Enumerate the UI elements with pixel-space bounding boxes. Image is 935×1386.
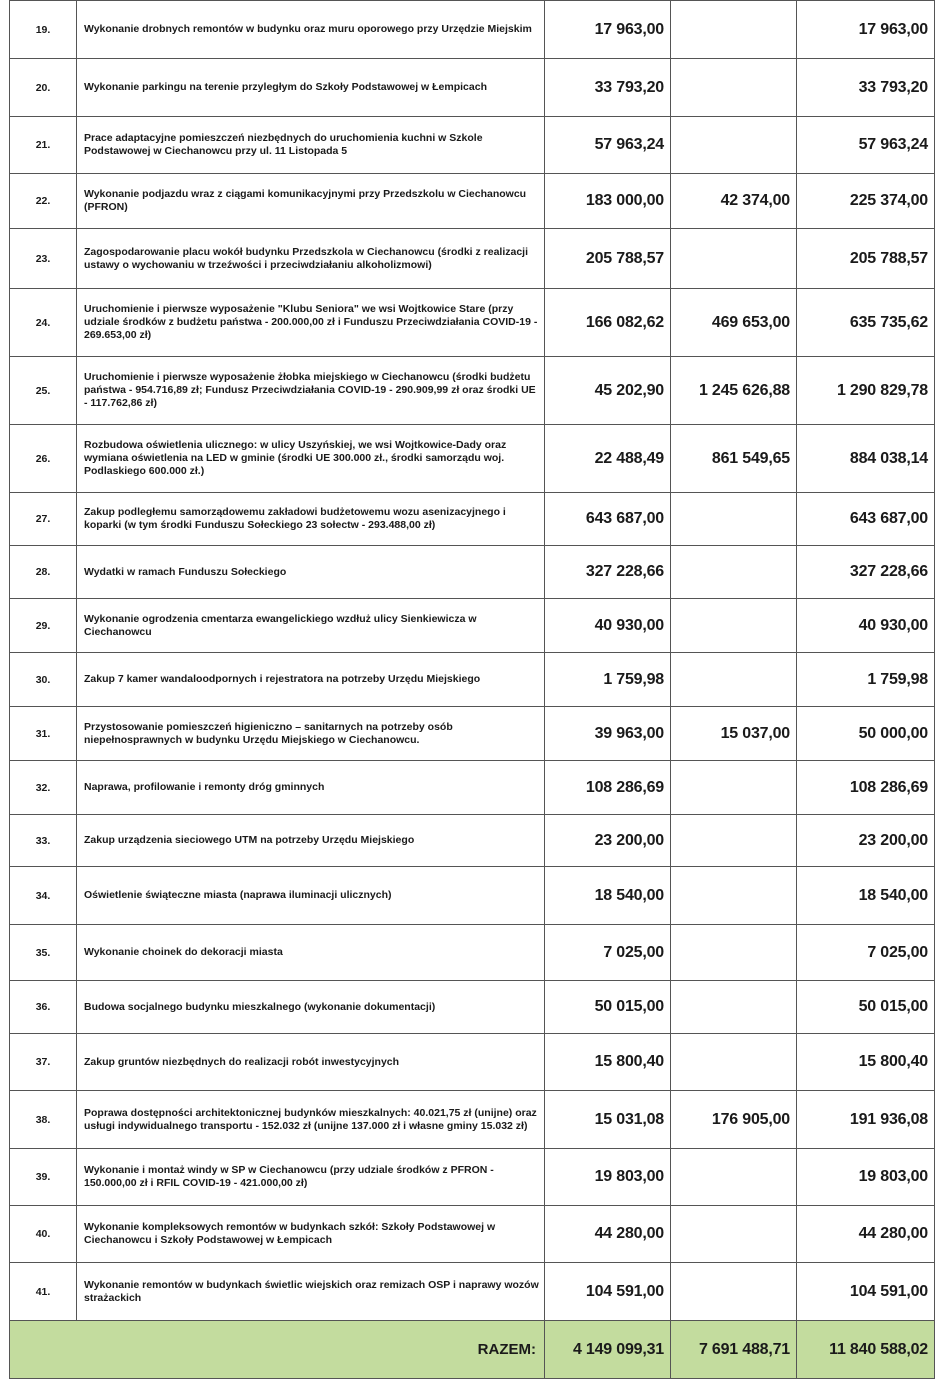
row-amount-own: 643 687,00 — [545, 493, 671, 546]
table-row — [10, 174, 935, 229]
row-amount-own: 57 963,24 — [545, 117, 671, 174]
table-row — [10, 493, 935, 546]
table-row — [10, 1206, 935, 1263]
row-description: Wydatki w ramach Funduszu Sołeckiego — [77, 546, 545, 599]
row-amount-own: 15 800,40 — [545, 1034, 671, 1091]
row-amount-total: 635 735,62 — [797, 289, 935, 357]
row-amount-total: 44 280,00 — [797, 1206, 935, 1263]
row-description: Wykonanie parkingu na terenie przyległym do Szkoły Podstawowej w Łempicach — [77, 59, 545, 117]
row-amount-own: 44 280,00 — [545, 1206, 671, 1263]
row-amount-external — [671, 1263, 797, 1321]
row-amount-total: 225 374,00 — [797, 174, 935, 229]
row-amount-own: 39 963,00 — [545, 707, 671, 761]
row-amount-external: 176 905,00 — [671, 1091, 797, 1149]
row-amount-external — [671, 815, 797, 867]
row-description: Wykonanie remontów w budynkach świetlic wiejskich oraz remizach OSP i naprawy wozów strażackich — [77, 1263, 545, 1321]
row-amount-total: 50 015,00 — [797, 981, 935, 1034]
row-number: 38. — [10, 1091, 77, 1149]
row-amount-total: 57 963,24 — [797, 117, 935, 174]
row-amount-own: 40 930,00 — [545, 599, 671, 653]
row-amount-total: 327 228,66 — [797, 546, 935, 599]
row-amount-external — [671, 599, 797, 653]
row-amount-total: 40 930,00 — [797, 599, 935, 653]
row-number: 23. — [10, 229, 77, 289]
row-amount-own: 23 200,00 — [545, 815, 671, 867]
row-amount-own: 327 228,66 — [545, 546, 671, 599]
row-number: 19. — [10, 1, 77, 59]
row-amount-own: 17 963,00 — [545, 1, 671, 59]
row-amount-own: 22 488,49 — [545, 425, 671, 493]
row-description: Wykonanie ogrodzenia cmentarza ewangelickiego wzdłuż ulicy Sienkiewicza w Ciechanowcu — [77, 599, 545, 653]
row-description: Zakup gruntów niezbędnych do realizacji robót inwestycyjnych — [77, 1034, 545, 1091]
row-amount-external — [671, 981, 797, 1034]
row-amount-total: 50 000,00 — [797, 707, 935, 761]
total-row — [10, 1321, 935, 1379]
table-row — [10, 546, 935, 599]
table-row — [10, 1149, 935, 1206]
row-number: 26. — [10, 425, 77, 493]
row-amount-external — [671, 117, 797, 174]
row-amount-own: 1 759,98 — [545, 653, 671, 707]
row-number: 25. — [10, 357, 77, 425]
row-number: 34. — [10, 867, 77, 925]
total-amount-external: 7 691 488,71 — [671, 1321, 797, 1379]
table-row — [10, 925, 935, 981]
total-label: RAZEM: — [10, 1321, 545, 1379]
table-row — [10, 59, 935, 117]
total-amount-own: 4 149 099,31 — [545, 1321, 671, 1379]
row-amount-total: 1 290 829,78 — [797, 357, 935, 425]
row-amount-external: 1 245 626,88 — [671, 357, 797, 425]
row-amount-external — [671, 867, 797, 925]
row-number: 21. — [10, 117, 77, 174]
row-amount-total: 108 286,69 — [797, 761, 935, 815]
row-amount-total: 1 759,98 — [797, 653, 935, 707]
row-amount-total: 15 800,40 — [797, 1034, 935, 1091]
row-amount-external — [671, 493, 797, 546]
table-row — [10, 357, 935, 425]
row-amount-total: 19 803,00 — [797, 1149, 935, 1206]
row-number: 24. — [10, 289, 77, 357]
row-number: 33. — [10, 815, 77, 867]
row-amount-own: 104 591,00 — [545, 1263, 671, 1321]
row-amount-own: 33 793,20 — [545, 59, 671, 117]
table-row — [10, 1034, 935, 1091]
row-amount-own: 183 000,00 — [545, 174, 671, 229]
row-amount-own: 15 031,08 — [545, 1091, 671, 1149]
table-row — [10, 1, 935, 59]
table-row — [10, 1263, 935, 1321]
table-row — [10, 425, 935, 493]
table-row — [10, 289, 935, 357]
row-description: Wykonanie i montaż windy w SP w Ciechanowcu (przy udziale środków z PFRON - 150.000,00 zł i RFIL COVID-19 - 421.000,00 zł) — [77, 1149, 545, 1206]
row-number: 27. — [10, 493, 77, 546]
row-amount-total: 191 936,08 — [797, 1091, 935, 1149]
table-row — [10, 707, 935, 761]
row-amount-total: 23 200,00 — [797, 815, 935, 867]
row-number: 32. — [10, 761, 77, 815]
row-description: Poprawa dostępności architektonicznej budynków mieszkalnych: 40.021,75 zł (unijne) oraz usługi indywidualnego transportu - 152.032 zł (unijne 137.000 zł i własne gminy 15.032 zł) — [77, 1091, 545, 1149]
row-amount-own: 108 286,69 — [545, 761, 671, 815]
row-amount-total: 104 591,00 — [797, 1263, 935, 1321]
row-description: Wykonanie kompleksowych remontów w budynkach szkół: Szkoły Podstawowej w Ciechanowcu i Szkoły Podstawowej w Łempicach — [77, 1206, 545, 1263]
row-amount-external — [671, 546, 797, 599]
row-amount-external — [671, 653, 797, 707]
row-number: 41. — [10, 1263, 77, 1321]
row-number: 40. — [10, 1206, 77, 1263]
row-amount-own: 18 540,00 — [545, 867, 671, 925]
row-amount-external: 469 653,00 — [671, 289, 797, 357]
table-row — [10, 761, 935, 815]
row-description: Budowa socjalnego budynku mieszkalnego (wykonanie dokumentacji) — [77, 981, 545, 1034]
row-amount-total: 884 038,14 — [797, 425, 935, 493]
row-number: 20. — [10, 59, 77, 117]
row-amount-total: 17 963,00 — [797, 1, 935, 59]
table-row — [10, 599, 935, 653]
table-row — [10, 229, 935, 289]
row-amount-total: 205 788,57 — [797, 229, 935, 289]
table-body — [10, 1, 935, 1379]
table-row — [10, 981, 935, 1034]
row-amount-external — [671, 1206, 797, 1263]
total-amount-total: 11 840 588,02 — [797, 1321, 935, 1379]
row-number: 39. — [10, 1149, 77, 1206]
row-amount-external: 42 374,00 — [671, 174, 797, 229]
row-number: 22. — [10, 174, 77, 229]
row-description: Zakup podległemu samorządowemu zakładowi budżetowemu wozu asenizacyjnego i koparki (w tym środki Funduszu Sołeckiego 23 sołectw - 293.488,00 zł) — [77, 493, 545, 546]
row-amount-external — [671, 925, 797, 981]
investment-table — [9, 0, 935, 1379]
row-amount-external — [671, 59, 797, 117]
row-amount-total: 33 793,20 — [797, 59, 935, 117]
row-description: Zakup 7 kamer wandaloodpornych i rejestratora na potrzeby Urzędu Miejskiego — [77, 653, 545, 707]
row-number: 37. — [10, 1034, 77, 1091]
row-description: Zakup urządzenia sieciowego UTM na potrzeby Urzędu Miejskiego — [77, 815, 545, 867]
row-number: 31. — [10, 707, 77, 761]
row-amount-total: 18 540,00 — [797, 867, 935, 925]
row-number: 29. — [10, 599, 77, 653]
row-description: Oświetlenie świąteczne miasta (naprawa iluminacji ulicznych) — [77, 867, 545, 925]
row-description: Wykonanie drobnych remontów w budynku oraz muru oporowego przy Urzędzie Miejskim — [77, 1, 545, 59]
row-amount-total: 7 025,00 — [797, 925, 935, 981]
row-description: Naprawa, profilowanie i remonty dróg gminnych — [77, 761, 545, 815]
table-row — [10, 653, 935, 707]
row-description: Zagospodarowanie placu wokół budynku Przedszkola w Ciechanowcu (środki z realizacji ustawy o wychowaniu w trzeźwości i przeciwdziałaniu alkoholizmowi) — [77, 229, 545, 289]
row-amount-own: 50 015,00 — [545, 981, 671, 1034]
row-description: Wykonanie podjazdu wraz z ciągami komunikacyjnymi przy Przedszkolu w Ciechanowcu (PFRON) — [77, 174, 545, 229]
row-amount-external — [671, 229, 797, 289]
row-description: Wykonanie choinek do dekoracji miasta — [77, 925, 545, 981]
table-row — [10, 117, 935, 174]
table-row — [10, 815, 935, 867]
row-amount-own: 166 082,62 — [545, 289, 671, 357]
row-description: Przystosowanie pomieszczeń higieniczno – sanitarnych na potrzeby osób niepełnosprawnych w budynku Urzędu Miejskiego w Ciechanowcu. — [77, 707, 545, 761]
row-amount-own: 205 788,57 — [545, 229, 671, 289]
table-row — [10, 867, 935, 925]
table-row — [10, 1091, 935, 1149]
row-amount-total: 643 687,00 — [797, 493, 935, 546]
row-description: Rozbudowa oświetlenia ulicznego: w ulicy Uszyńskiej, we wsi Wojtkowice-Dady oraz wymiana oświetlenia na LED w gminie (środki UE 300.000 zł., środki samorządu woj. Podlaskiego 600.000 zł.) — [77, 425, 545, 493]
row-description: Uruchomienie i pierwsze wyposażenie "Klubu Seniora" we wsi Wojtkowice Stare (przy udziale środków z budżetu państwa - 200.000,00 zł i Funduszu Przeciwdziałania COVID-19 - 269.653,00 zł) — [77, 289, 545, 357]
row-amount-external — [671, 1034, 797, 1091]
row-number: 28. — [10, 546, 77, 599]
row-amount-own: 7 025,00 — [545, 925, 671, 981]
row-amount-external — [671, 761, 797, 815]
row-number: 30. — [10, 653, 77, 707]
row-amount-external — [671, 1, 797, 59]
row-amount-external — [671, 1149, 797, 1206]
row-description: Uruchomienie i pierwsze wyposażenie żłobka miejskiego w Ciechanowcu (środki budżetu państwa - 954.716,89 zł; Fundusz Przeciwdziałania COVID-19 - 290.909,99 zł oraz środki UE - 117.762,86 zł) — [77, 357, 545, 425]
row-number: 35. — [10, 925, 77, 981]
row-number: 36. — [10, 981, 77, 1034]
row-amount-external: 861 549,65 — [671, 425, 797, 493]
row-amount-own: 45 202,90 — [545, 357, 671, 425]
row-amount-external: 15 037,00 — [671, 707, 797, 761]
row-amount-own: 19 803,00 — [545, 1149, 671, 1206]
row-description: Prace adaptacyjne pomieszczeń niezbędnych do uruchomienia kuchni w Szkole Podstawowej w Ciechanowcu przy ul. 11 Listopada 5 — [77, 117, 545, 174]
